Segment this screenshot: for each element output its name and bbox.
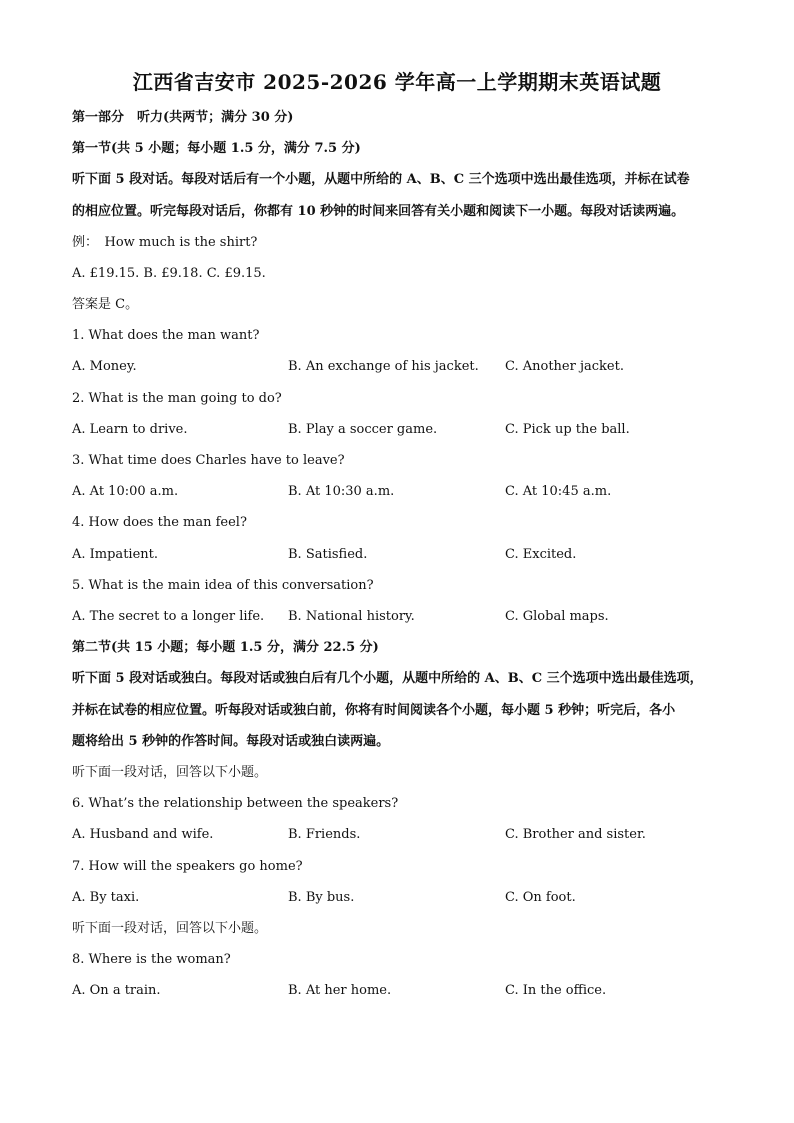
option-a[interactable]: A. At 10:00 a.m. (72, 484, 179, 499)
option-b[interactable]: B. National history. (288, 609, 415, 624)
question-options (72, 607, 732, 627)
option-a[interactable]: A. Husband and wife. (72, 827, 214, 842)
question-options (72, 420, 732, 440)
section2-heading: 第二节(共 15 小题；每小题 1.5 分，满分 22.5 分) (72, 640, 379, 655)
question-stem: 1. What does the man want? (72, 328, 260, 343)
example-options: A. £19.15. B. £9.18. C. £9.15. (72, 266, 266, 281)
option-a[interactable]: A. The secret to a longer life. (72, 609, 265, 624)
page-title: 江西省吉安市 2025-2026 学年高一上学期期末英语试题 (132, 70, 662, 94)
option-b[interactable]: B. Play a soccer game. (288, 422, 438, 437)
option-b[interactable]: B. At her home. (288, 983, 392, 998)
option-b[interactable]: B. By bus. (288, 890, 355, 905)
question-stem: 7. How will the speakers go home? (72, 859, 303, 874)
option-a[interactable]: A. Learn to drive. (72, 422, 188, 437)
question-stem: 8. Where is the woman? (72, 952, 231, 967)
option-c[interactable]: C. In the office. (505, 983, 607, 998)
question-stem: 6. What’s the relationship between the speakers? (72, 796, 399, 811)
option-c[interactable]: C. On foot. (505, 890, 576, 905)
section1-instruction-line1: 听下面 5 段对话。每段对话后有一个小题，从题中所给的 A、B、C 三个选项中选出最佳选项，并标在试卷 (72, 172, 690, 187)
option-c[interactable]: C. At 10:45 a.m. (505, 484, 612, 499)
section1-heading: 第一节(共 5 小题；每小题 1.5 分，满分 7.5 分) (72, 141, 361, 156)
question-options (72, 981, 732, 1001)
option-b[interactable]: B. Friends. (288, 827, 361, 842)
option-a[interactable]: A. Impatient. (72, 547, 158, 562)
question-options (72, 825, 732, 845)
section2-instruction-line2: 并标在试卷的相应位置。听每段对话或独白前，你将有时间阅读各个小题，每小题 5 秒钟；听完后，各小 (72, 703, 676, 718)
listen-prompt: 听下面一段对话，回答以下小题。 (72, 921, 268, 936)
listen-prompt: 听下面一段对话，回答以下小题。 (72, 765, 268, 780)
option-c[interactable]: C. Brother and sister. (505, 827, 646, 842)
option-a[interactable]: A. Money. (72, 359, 137, 374)
option-c[interactable]: C. Global maps. (505, 609, 609, 624)
question-stem: 5. What is the main idea of this conversation? (72, 578, 374, 593)
question-stem: 3. What time does Charles have to leave? (72, 453, 345, 468)
option-c[interactable]: C. Another jacket. (505, 359, 624, 374)
option-a[interactable]: A. By taxi. (72, 890, 140, 905)
section1-instruction-line2: 的相应位置。听完每段对话后，你都有 10 秒钟的时间来回答有关小题和阅读下一小题。每段对话读两遍。 (72, 204, 685, 219)
option-c[interactable]: C. Pick up the ball. (505, 422, 630, 437)
example-answer: 答案是 C。 (72, 297, 139, 312)
option-b[interactable]: B. An exchange of his jacket. (288, 359, 479, 374)
part1-heading: 第一部分 听力(共两节；满分 30 分) (72, 110, 294, 125)
question-options (72, 482, 732, 502)
question-stem: 4. How does the man feel? (72, 515, 247, 530)
question-options (72, 357, 732, 377)
section2-instruction-line3: 题将给出 5 秒钟的作答时间。每段对话或独白读两遍。 (72, 734, 390, 749)
question-stem: 2. What is the man going to do? (72, 391, 282, 406)
option-b[interactable]: B. Satisfied. (288, 547, 368, 562)
option-c[interactable]: C. Excited. (505, 547, 577, 562)
option-a[interactable]: A. On a train. (72, 983, 161, 998)
section2-instruction-line1: 听下面 5 段对话或独白。每段对话或独白后有几个小题，从题中所给的 A、B、C 三个选项中选出最佳选项， (72, 671, 703, 686)
example-question: 例： How much is the shirt? (72, 235, 258, 250)
option-b[interactable]: B. At 10:30 a.m. (288, 484, 395, 499)
question-options (72, 545, 732, 565)
question-options (72, 888, 732, 908)
